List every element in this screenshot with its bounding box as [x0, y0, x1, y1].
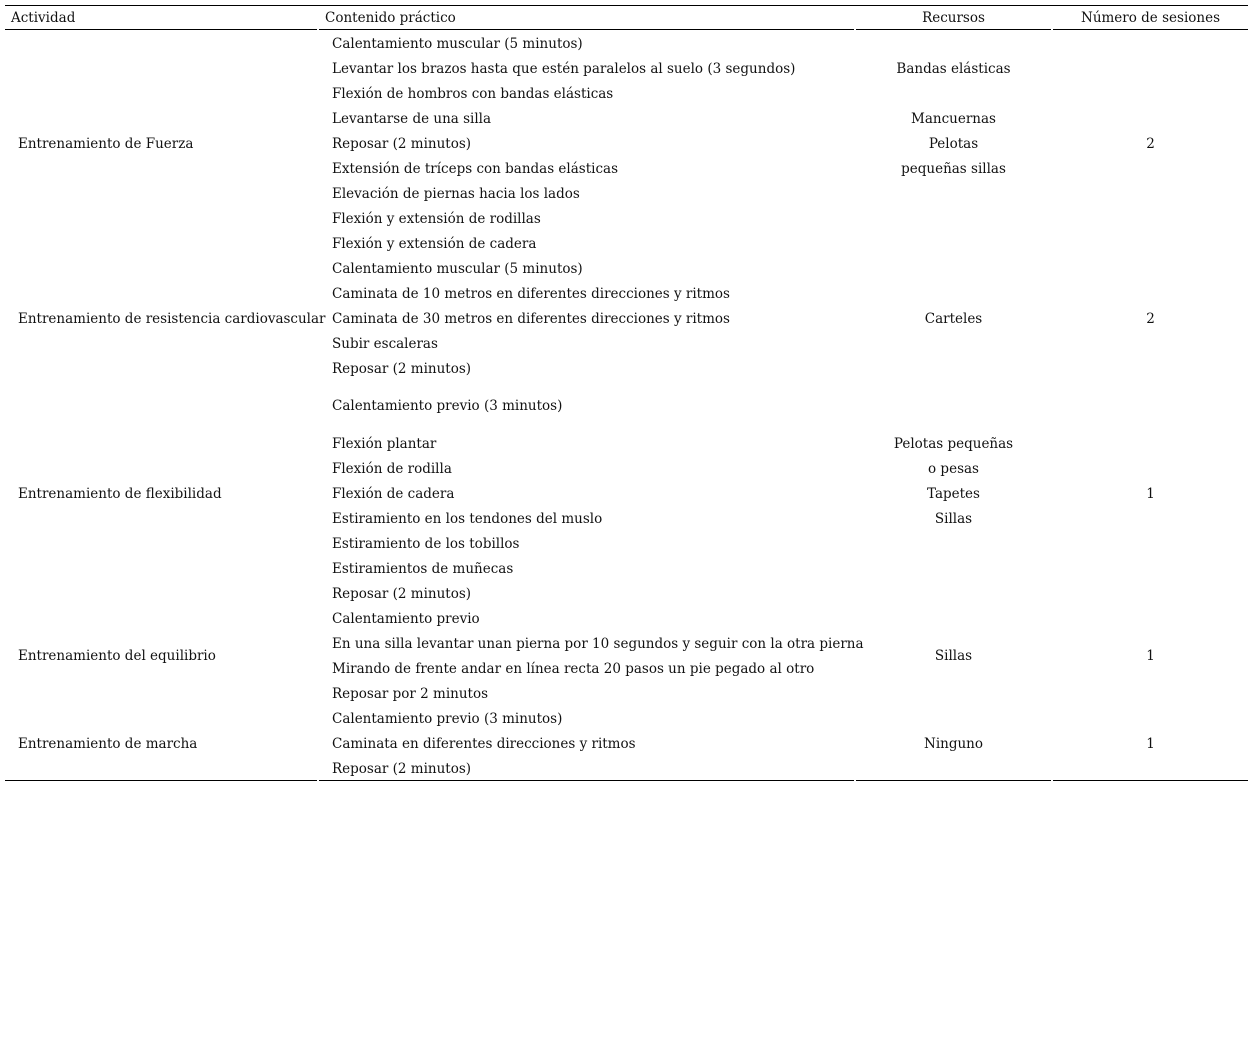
bottom-rule-col1: [5, 780, 317, 781]
content-item: Levantar los brazos hasta que estén paralelos al suelo (3 segundos): [332, 61, 796, 77]
activity-cell: Entrenamiento de Fuerza: [18, 136, 194, 152]
content-item: Flexión y extensión de cadera: [332, 236, 537, 252]
resource-item: Tapetes: [927, 486, 980, 502]
bottom-rule-col4: [1053, 780, 1248, 781]
sessions-cell: 2: [1146, 311, 1155, 327]
sessions-cell: 1: [1146, 486, 1155, 502]
content-item: En una silla levantar unan pierna por 10 segundos y seguir con la otra pierna: [332, 636, 864, 652]
content-item: Flexión y extensión de rodillas: [332, 211, 541, 227]
activity-cell: Entrenamiento de resistencia cardiovascular: [18, 311, 326, 327]
header-recursos: Recursos: [922, 10, 985, 26]
content-item: Calentamiento previo (3 minutos): [332, 398, 563, 414]
resource-item: Carteles: [924, 311, 983, 327]
content-item: Flexión de hombros con bandas elásticas: [332, 86, 614, 102]
header-rule-col4: [1053, 29, 1248, 30]
resource-item: pequeñas sillas: [901, 161, 1006, 177]
content-item: Reposar (2 minutos): [332, 361, 472, 377]
header-contenido: Contenido práctico: [325, 10, 456, 26]
content-item: Calentamiento muscular (5 minutos): [332, 261, 583, 277]
resource-item: Mancuernas: [911, 111, 996, 127]
activity-cell: Entrenamiento de marcha: [18, 736, 198, 752]
activity-cell: Entrenamiento de flexibilidad: [18, 486, 222, 502]
content-item: Caminata de 10 metros en diferentes direcciones y ritmos: [332, 286, 730, 302]
content-item: Reposar por 2 minutos: [332, 686, 489, 702]
content-item: Flexión de cadera: [332, 486, 455, 502]
content-item: Elevación de piernas hacia los lados: [332, 186, 580, 202]
content-item: Calentamiento previo: [332, 611, 480, 627]
resource-item: Bandas elásticas: [896, 61, 1011, 77]
content-item: Mirando de frente andar en línea recta 20 pasos un pie pegado al otro: [332, 661, 815, 677]
sessions-cell: 2: [1146, 136, 1155, 152]
content-item: Calentamiento previo (3 minutos): [332, 711, 563, 727]
content-item: Reposar (2 minutos): [332, 586, 472, 602]
resource-item: Pelotas: [928, 136, 979, 152]
content-item: Reposar (2 minutos): [332, 136, 472, 152]
resource-item: Ninguno: [924, 736, 983, 752]
content-item: Estiramiento en los tendones del muslo: [332, 511, 603, 527]
content-item: Estiramiento de los tobillos: [332, 536, 520, 552]
content-item: Caminata en diferentes direcciones y ritmos: [332, 736, 636, 752]
resource-item: Pelotas pequeñas: [893, 436, 1014, 452]
content-item: Flexión plantar: [332, 436, 437, 452]
header-sesiones: Número de sesiones: [1081, 10, 1220, 26]
header-rule-col2: [319, 29, 854, 30]
content-item: Calentamiento muscular (5 minutos): [332, 36, 583, 52]
activity-cell: Entrenamiento del equilibrio: [18, 648, 216, 664]
header-rule-col1: [5, 29, 317, 30]
bottom-rule-col2: [319, 780, 854, 781]
content-item: Subir escaleras: [332, 336, 438, 352]
top-rule: [5, 5, 1248, 6]
content-item: Flexión de rodilla: [332, 461, 452, 477]
bottom-rule-col3: [856, 780, 1051, 781]
content-item: Levantarse de una silla: [332, 111, 492, 127]
sessions-cell: 1: [1146, 736, 1155, 752]
resource-item: Sillas: [934, 648, 973, 664]
resource-item: o pesas: [928, 461, 979, 477]
resource-item: Sillas: [934, 511, 973, 527]
content-item: Caminata de 30 metros en diferentes direcciones y ritmos: [332, 311, 730, 327]
content-item: Extensión de tríceps con bandas elásticas: [332, 161, 618, 177]
header-rule-col3: [856, 29, 1051, 30]
content-item: Reposar (2 minutos): [332, 761, 472, 777]
sessions-cell: 1: [1146, 648, 1155, 664]
content-item: Estiramientos de muñecas: [332, 561, 514, 577]
header-actividad: Actividad: [11, 10, 76, 26]
